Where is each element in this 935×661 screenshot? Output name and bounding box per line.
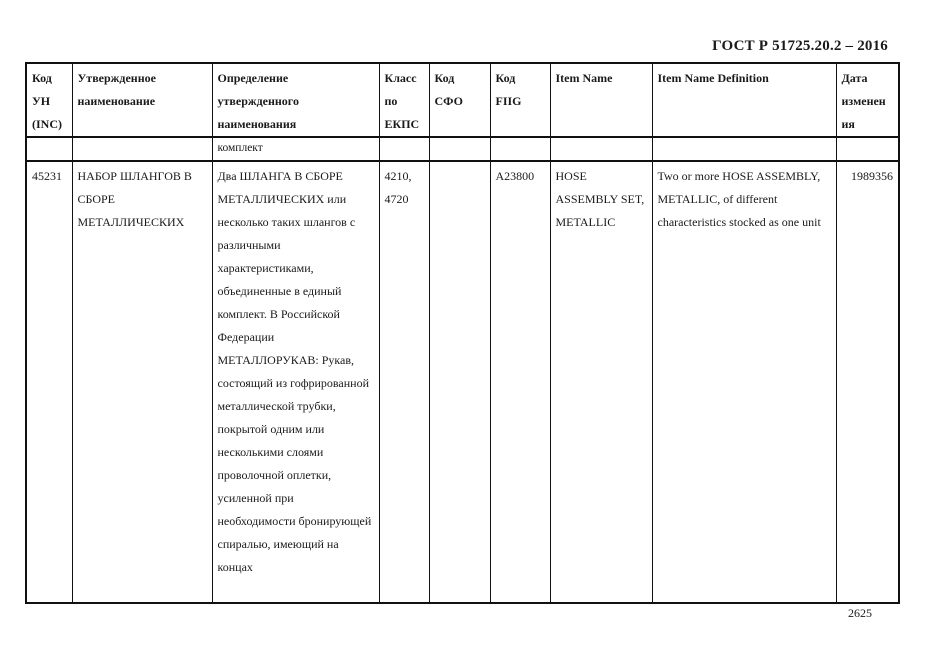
table-row bbox=[26, 161, 899, 603]
nomenclature-table bbox=[25, 62, 900, 604]
header-definition-ru: Определение утвержденного наименования bbox=[212, 63, 379, 137]
document-standard-title: ГОСТ Р 51725.20.2 – 2016 bbox=[712, 38, 888, 54]
header-item-name: Item Name bbox=[550, 63, 652, 137]
header-item-name-definition: Item Name Definition bbox=[652, 63, 836, 137]
header-ekps-class: Класс по ЕКПС bbox=[379, 63, 429, 137]
cell-definition-ru: Два ШЛАНГА В СБОРЕ МЕТАЛЛИЧЕСКИХ или несколько таких шлангов с различными характеристиками, объединенные в единый комплект. В Российской Федерации МЕТАЛЛОРУКАВ: Рукав, состоящий из гофрированной металлической трубки, покрытой одним или несколькими слоями проволочной оплетки, усиленной при необходимости бронирующей спиралью, имеющий на концах bbox=[212, 161, 379, 603]
cell-approved-name: НАБОР ШЛАНГОВ В СБОРЕ МЕТАЛЛИЧЕСКИХ bbox=[72, 161, 212, 603]
cell-fiig-code bbox=[490, 137, 550, 161]
cell-sfo-code bbox=[429, 161, 490, 603]
header-sfo-code: Код СФО bbox=[429, 63, 490, 137]
header-fiig-code: Код FIIG bbox=[490, 63, 550, 137]
header-inc: Код УН (INC) bbox=[26, 63, 72, 137]
cell-change-date: 1989356 bbox=[836, 161, 899, 603]
table-header-row bbox=[26, 63, 899, 137]
cell-inc: 45231 bbox=[26, 161, 72, 603]
page-number: 2625 bbox=[848, 606, 872, 620]
cell-definition-ru: комплект bbox=[212, 137, 379, 161]
header-approved-name: Утвержденное наименование bbox=[72, 63, 212, 137]
cell-item-name-definition bbox=[652, 137, 836, 161]
cell-item-name: HOSE ASSEMBLY SET, METALLIC bbox=[550, 161, 652, 603]
header-change-date: Дата изменен ия bbox=[836, 63, 899, 137]
cell-item-name bbox=[550, 137, 652, 161]
cell-fiig-code: A23800 bbox=[490, 161, 550, 603]
continuation-row bbox=[26, 137, 899, 161]
cell-item-name-definition: Two or more HOSE ASSEMBLY, METALLIC, of different characteristics stocked as one unit bbox=[652, 161, 836, 603]
cell-approved-name bbox=[72, 137, 212, 161]
cell-sfo-code bbox=[429, 137, 490, 161]
cell-ekps-class bbox=[379, 137, 429, 161]
cell-inc bbox=[26, 137, 72, 161]
cell-ekps-class: 4210, 4720 bbox=[379, 161, 429, 603]
cell-change-date bbox=[836, 137, 899, 161]
